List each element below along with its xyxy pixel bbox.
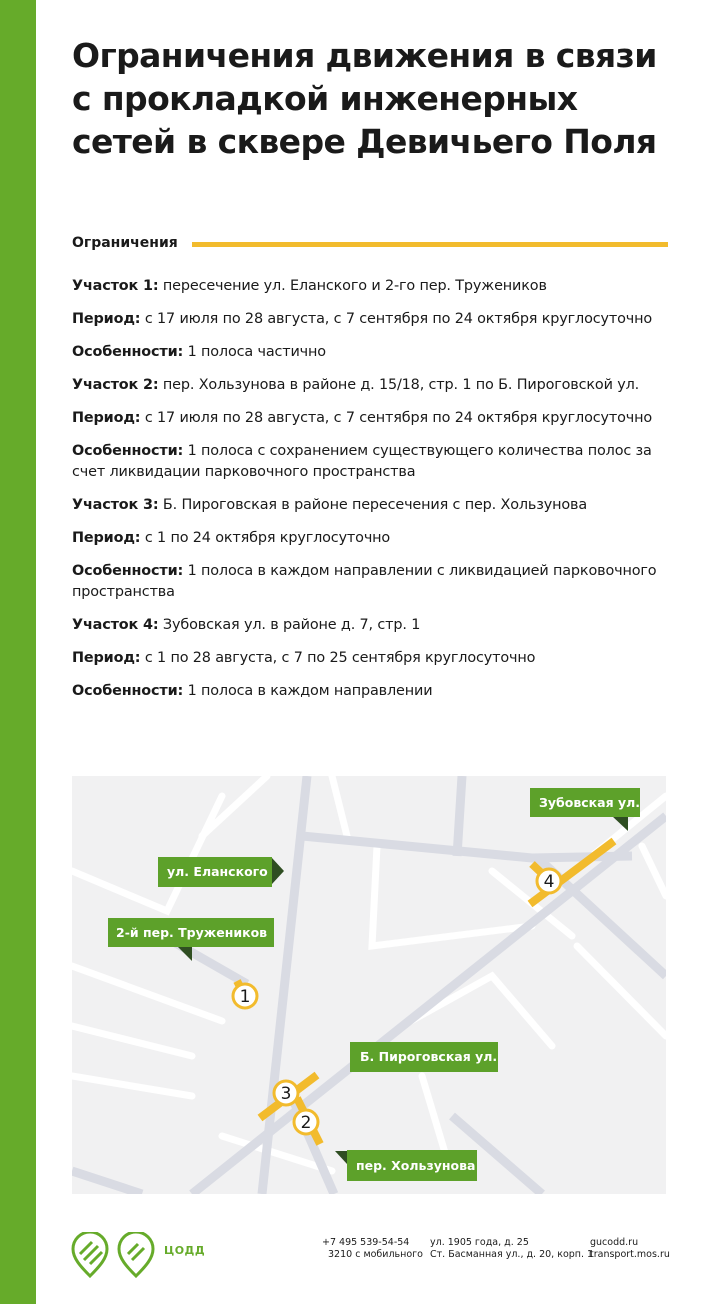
phone-number[interactable]: +7 495 539-54-54: [322, 1237, 410, 1248]
map-marker-1: [233, 984, 257, 1008]
map-marker-2: [294, 1110, 318, 1134]
item-label: Особенности:: [72, 443, 184, 459]
item-text: 1 полоса частично: [183, 344, 326, 360]
list-item: [72, 495, 672, 516]
map-label-text: пер. Хользунова: [356, 1158, 476, 1173]
item-label: Участок 3:: [72, 497, 159, 513]
item-text: с 17 июля по 28 августа, с 7 сентября по 24 октября круглосуточно: [140, 410, 653, 426]
map-label-text: Зубовская ул.: [539, 795, 641, 810]
list-item: [72, 528, 672, 549]
item-text: с 1 по 24 октября круглосуточно: [140, 530, 391, 546]
item-text: Б. Пироговская в районе пересечения с пер. Хользунова: [158, 497, 588, 513]
map-label-text: ул. Еланского: [167, 864, 268, 879]
footer-links-block: [590, 1237, 670, 1261]
site-link[interactable]: gucodd.ru: [590, 1237, 639, 1248]
area-map: [72, 776, 666, 1194]
item-label: Участок 4:: [72, 617, 159, 633]
list-item: [72, 309, 672, 330]
marker-number: 4: [543, 872, 555, 892]
map-label-pirogovskaya: [350, 1042, 498, 1072]
map-label-text: 2-й пер. Тружеников: [116, 925, 268, 940]
item-text: Зубовская ул. в районе д. 7, стр. 1: [158, 617, 421, 633]
map-label-elanskogo: [158, 857, 284, 887]
item-label: Период:: [72, 530, 141, 546]
address-line: Ст. Басманная ул., д. 20, корп. 1: [430, 1249, 594, 1260]
list-item: [72, 681, 672, 702]
footer: [0, 1226, 720, 1286]
map-marker-3: [274, 1081, 298, 1105]
marker-number: 3: [280, 1084, 292, 1104]
list-item: [72, 375, 672, 396]
footer-phone-block: [322, 1237, 423, 1261]
section-divider: [192, 242, 668, 247]
item-text: с 1 по 28 августа, с 7 по 25 сентября круглосуточно: [140, 650, 536, 666]
item-label: Период:: [72, 650, 141, 666]
section-header: [72, 233, 668, 255]
item-label: Участок 1:: [72, 278, 159, 294]
logo-text: ЦОДД: [164, 1244, 206, 1257]
list-item: [72, 561, 672, 603]
item-label: Особенности:: [72, 344, 184, 360]
map-marker-4: [537, 869, 561, 893]
page-title: Ограничения движения в связи с прокладкой инженерных сетей в сквере Девичьего Поля: [72, 36, 657, 161]
restrictions-list: [72, 276, 672, 714]
list-item: [72, 408, 672, 429]
side-accent-bar: [0, 0, 36, 1304]
item-label: Период:: [72, 311, 141, 327]
item-label: Особенности:: [72, 563, 184, 579]
item-label: Участок 2:: [72, 377, 159, 393]
item-text: 1 полоса с сохранением существующего количества полос за счет ликвидации парковочного пространства: [72, 443, 652, 480]
logo-pin-icon: [116, 1232, 156, 1282]
address-line: ул. 1905 года, д. 25: [430, 1237, 529, 1248]
item-text: пересечение ул. Еланского и 2-го пер. Тружеников: [158, 278, 547, 294]
marker-number: 1: [239, 987, 251, 1007]
item-label: Период:: [72, 410, 141, 426]
list-item: [72, 615, 672, 636]
list-item: [72, 342, 672, 363]
list-item: [72, 648, 672, 669]
item-text: 1 полоса в каждом направлении: [183, 683, 433, 699]
item-text: 1 полоса в каждом направлении с ликвидацией парковочного пространства: [72, 563, 657, 600]
site-link[interactable]: transport.mos.ru: [590, 1249, 670, 1260]
footer-address-block: [430, 1237, 593, 1261]
logo-emblem-icon: [70, 1232, 110, 1282]
item-text: с 17 июля по 28 августа, с 7 сентября по 24 октября круглосуточно: [140, 311, 653, 327]
marker-number: 2: [300, 1113, 312, 1133]
map-label-holzunova: [335, 1150, 477, 1181]
list-item: [72, 276, 672, 297]
map-label-text: Б. Пироговская ул.: [360, 1049, 498, 1064]
mobile-number: 3210 с мобильного: [328, 1249, 423, 1260]
section-label: Ограничения: [72, 235, 178, 251]
item-label: Особенности:: [72, 683, 184, 699]
item-text: пер. Хользунова в районе д. 15/18, стр. 1 по Б. Пироговской ул.: [158, 377, 640, 393]
list-item: [72, 441, 672, 483]
